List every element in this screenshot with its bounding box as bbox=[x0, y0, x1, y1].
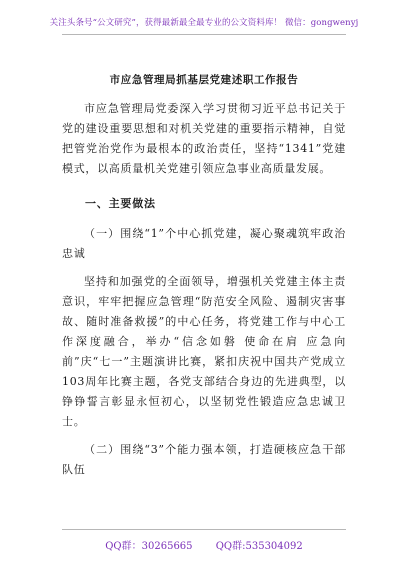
footer-divider bbox=[62, 529, 346, 530]
document-title: 市应急管理局抓基层党建述职工作报告 bbox=[109, 74, 299, 86]
subsection-heading-1: （一）围绕“1”个中心抓党建，凝心聚魂筑牢政治忠诚 bbox=[62, 227, 346, 260]
intro-paragraph: 市应急管理局党委深入学习贯彻习近平总书记关于党的建设重要思想和对机关党建的重要指示精神，自觉把管党治党作为最根本的政治责任，坚持“1341”党建模式，以高质量机关党建引领应急事业高质量发展。 bbox=[62, 102, 346, 175]
footer-qq-group-1: QQ群：30265665 bbox=[105, 541, 193, 552]
section-heading-main-practices: 一、主要做法 bbox=[85, 197, 156, 210]
footer bbox=[0, 537, 408, 552]
subsection-heading-2: （二）围绕“3”个能力强本领，打造硬核应急干部队伍 bbox=[62, 443, 346, 476]
body-paragraph-2: 坚持和加强党的全面领导，增强机关党建主体主责意识，牢牢把握应急管理“防范安全风险、遏制灾害事故、随时准备救援”的中心任务，将党建工作与中心工作深度融合，举办“信念如磐 使命在肩 应急向前”庆“七一”主题演讲比赛，紧扣庆祝中国共产党成立103周年比赛主题，各党支部结合身边的先进典型，以铮铮誓言彰显永恒初心，以坚韧党性锻造应急忠诚卫士。 bbox=[62, 275, 346, 428]
header-divider bbox=[62, 34, 346, 35]
footer-qq-group-2: QQ群:535304092 bbox=[215, 541, 303, 552]
header-banner: 关注头条号“公文研究”，获得最新最全最专业的公文资料库！ 微信：gongwenyj bbox=[49, 18, 359, 28]
